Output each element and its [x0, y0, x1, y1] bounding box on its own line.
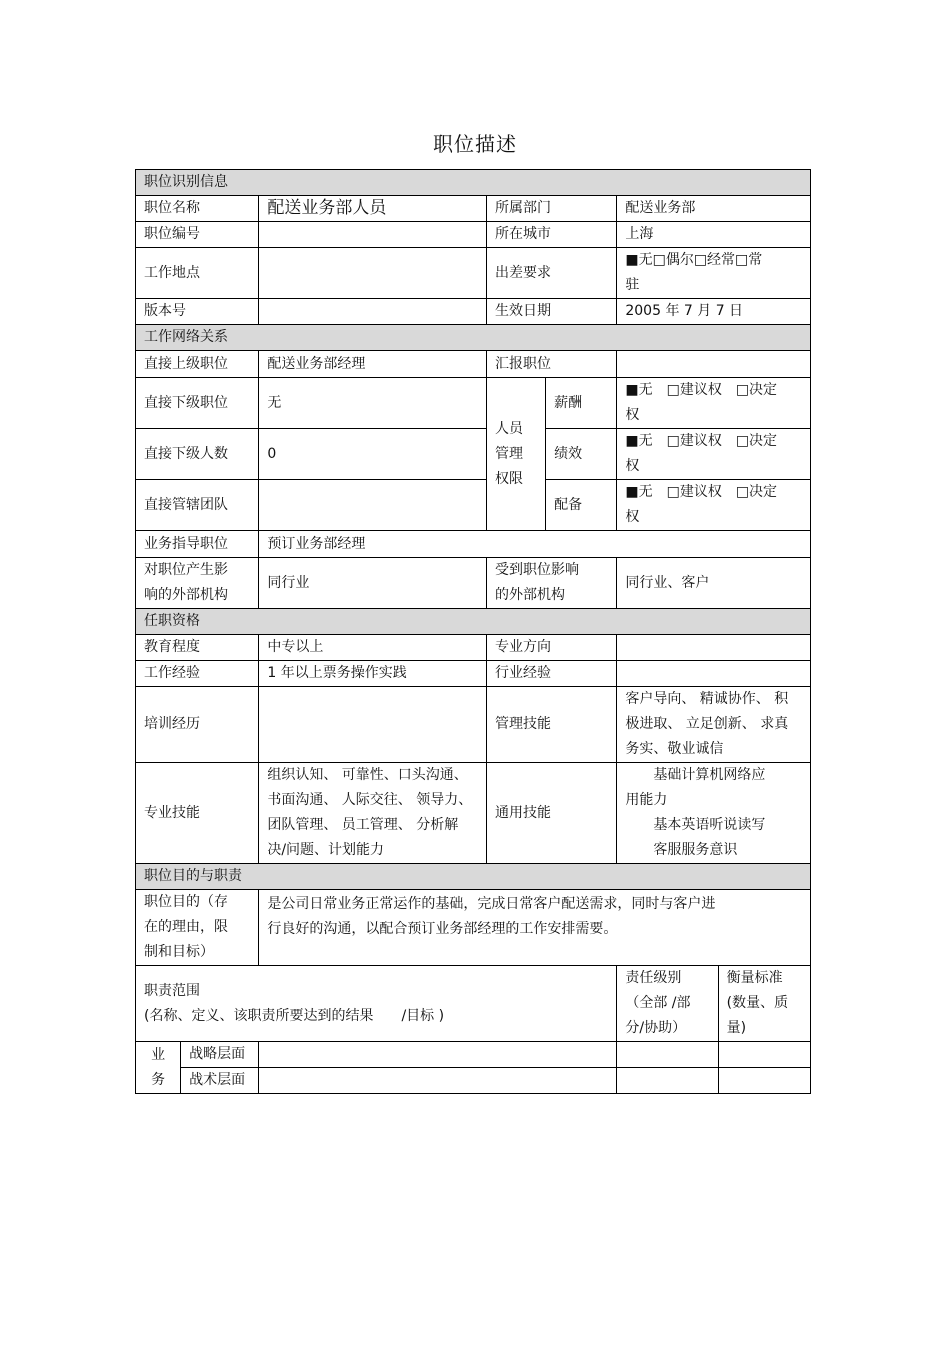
measure-label-line: (数量、质 — [726, 995, 789, 1011]
general-skills-line: 基本英语听说读写 — [653, 817, 766, 833]
subordinate-count-value: 0 — [259, 429, 487, 480]
position-code-value — [259, 222, 487, 248]
team-label: 直接管辖团队 — [136, 480, 259, 531]
city-label: 所在城市 — [487, 222, 617, 248]
training-value — [259, 687, 487, 763]
professional-skills-line: 书面沟通、 人际交往、 领导力、 — [267, 792, 473, 808]
scope-label-line: 职责范围 — [144, 982, 200, 999]
experience-value: 1 年以上票务操作实践 — [259, 661, 487, 687]
general-skills-line: 基础计算机网络应 — [653, 767, 766, 783]
professional-skills-line: 团队管理、 员工管理、 分析解 — [267, 817, 459, 833]
influenced-label-line: 响的外部机构 — [144, 587, 228, 603]
strategic-label: 战略层面 — [181, 1042, 259, 1068]
section-purpose: 职位目的与职责 — [136, 864, 811, 890]
experience-label: 工作经验 — [136, 661, 259, 687]
authority-label-line: 管理 — [495, 445, 523, 462]
influenced-value: 同行业 — [259, 558, 487, 609]
staffing-value-line: ■无 □建议权 □决定 — [625, 484, 778, 500]
training-label: 培训经历 — [136, 687, 259, 763]
team-value — [259, 480, 487, 531]
position-name-label: 职位名称 — [136, 196, 259, 222]
education-value: 中专以上 — [259, 635, 487, 661]
city-value: 上海 — [617, 222, 811, 248]
tactical-level — [617, 1068, 718, 1094]
professional-skills-label: 专业技能 — [136, 763, 259, 864]
management-skills-line: 客户导向、 精诚协作、 积 — [625, 691, 789, 707]
affected-label-line: 的外部机构 — [495, 587, 565, 603]
travel-label: 出差要求 — [487, 248, 617, 299]
workplace-label: 工作地点 — [136, 248, 259, 299]
tactical-measure — [718, 1068, 810, 1094]
level-label-line: 分/协助） — [625, 1020, 687, 1036]
level-label-line: （全部 /部 — [625, 995, 691, 1011]
professional-skills-line: 组织认知、 可靠性、口头沟通、 — [267, 767, 468, 783]
direct-subordinate-label: 直接下级职位 — [136, 378, 259, 429]
position-code-label: 职位编号 — [136, 222, 259, 248]
direct-superior-label: 直接上级职位 — [136, 351, 259, 378]
report-label: 汇报职位 — [487, 351, 617, 378]
section-identification: 职位识别信息 — [136, 170, 811, 196]
affected-value: 同行业、客户 — [617, 558, 811, 609]
effective-date-value: 2005 年 7 月 7 日 — [617, 299, 811, 325]
workplace-value — [259, 248, 487, 299]
influenced-label-line: 对职位产生影 — [144, 562, 228, 578]
major-label: 专业方向 — [487, 635, 617, 661]
document-title: 职位描述 — [433, 132, 517, 156]
authority-label-line: 权限 — [495, 470, 523, 487]
level-label — [617, 966, 718, 1042]
purpose-value-line: 行良好的沟通，以配合预订业务部经理的工作安排需要。 — [267, 921, 618, 937]
strategic-value — [259, 1042, 617, 1068]
guidance-label: 业务指导职位 — [136, 531, 259, 558]
performance-value-line: 权 — [625, 458, 640, 474]
performance-value-line: ■无 □建议权 □决定 — [625, 433, 778, 449]
industry-label: 行业经验 — [487, 661, 617, 687]
business-label-line: 务 — [151, 1071, 166, 1088]
direct-subordinate-value: 无 — [259, 378, 487, 429]
scope-label-line: (名称、定义、该职责所要达到的结果 /目标 ) — [144, 1007, 445, 1024]
tactical-value — [259, 1068, 617, 1094]
general-skills-value — [617, 763, 811, 864]
management-skills-line: 务实、敬业诚信 — [625, 741, 724, 757]
purpose-label-line: 制和目标） — [144, 944, 214, 960]
salary-value-line: 权 — [625, 407, 640, 423]
affected-label-line: 受到职位影响 — [495, 562, 579, 578]
performance-label: 绩效 — [546, 429, 617, 480]
performance-value — [617, 429, 811, 480]
scope-label — [136, 966, 617, 1042]
section-network: 工作网络关系 — [136, 325, 811, 351]
authority-label-line: 人员 — [495, 420, 523, 437]
salary-value — [617, 378, 811, 429]
direct-superior-value: 配送业务部经理 — [259, 351, 487, 378]
department-label: 所属部门 — [487, 196, 617, 222]
professional-skills-value — [259, 763, 487, 864]
tactical-label: 战术层面 — [181, 1068, 259, 1094]
education-label: 教育程度 — [136, 635, 259, 661]
job-description-table — [135, 169, 811, 1094]
version-value — [259, 299, 487, 325]
influenced-label — [136, 558, 259, 609]
staffing-value-line: 权 — [625, 509, 640, 525]
business-label — [136, 1042, 181, 1094]
management-skills-line: 极进取、 立足创新、 求真 — [625, 716, 789, 732]
salary-value-line: ■无 □建议权 □决定 — [625, 382, 778, 398]
purpose-value — [259, 890, 811, 966]
measure-label — [718, 966, 810, 1042]
section-qualifications: 任职资格 — [136, 609, 811, 635]
major-value — [617, 635, 811, 661]
department-value: 配送业务部 — [617, 196, 811, 222]
general-skills-label: 通用技能 — [487, 763, 617, 864]
strategic-level — [617, 1042, 718, 1068]
travel-value-line: ■无□偶尔□经常□常 — [625, 252, 763, 268]
management-skills-label: 管理技能 — [487, 687, 617, 763]
general-skills-line: 用能力 — [625, 792, 668, 808]
staffing-label: 配备 — [546, 480, 617, 531]
purpose-label-line: 在的理由，限 — [144, 919, 228, 935]
guidance-value: 预订业务部经理 — [259, 531, 811, 558]
general-skills-line: 客服服务意识 — [653, 842, 738, 858]
management-skills-value — [617, 687, 811, 763]
travel-value-line: 驻 — [625, 277, 640, 293]
measure-label-line: 衡量标准 — [726, 970, 783, 986]
strategic-measure — [718, 1042, 810, 1068]
staffing-value — [617, 480, 811, 531]
professional-skills-line: 决/问题、计划能力 — [267, 842, 385, 858]
measure-label-line: 量) — [726, 1020, 747, 1036]
purpose-label — [136, 890, 259, 966]
version-label: 版本号 — [136, 299, 259, 325]
salary-label: 薪酬 — [546, 378, 617, 429]
effective-date-label: 生效日期 — [487, 299, 617, 325]
affected-label — [487, 558, 617, 609]
level-label-line: 责任级别 — [625, 970, 682, 986]
business-label-line: 业 — [151, 1046, 166, 1063]
report-value — [617, 351, 811, 378]
industry-value — [617, 661, 811, 687]
travel-value — [617, 248, 811, 299]
purpose-label-line: 职位目的（存 — [144, 894, 228, 910]
position-name-value: 配送业务部人员 — [259, 196, 487, 222]
purpose-value-line: 是公司日常业务正常运作的基础，完成日常客户配送需求，同时与客户进 — [267, 896, 716, 912]
subordinate-count-label: 直接下级人数 — [136, 429, 259, 480]
authority-label — [487, 378, 546, 531]
